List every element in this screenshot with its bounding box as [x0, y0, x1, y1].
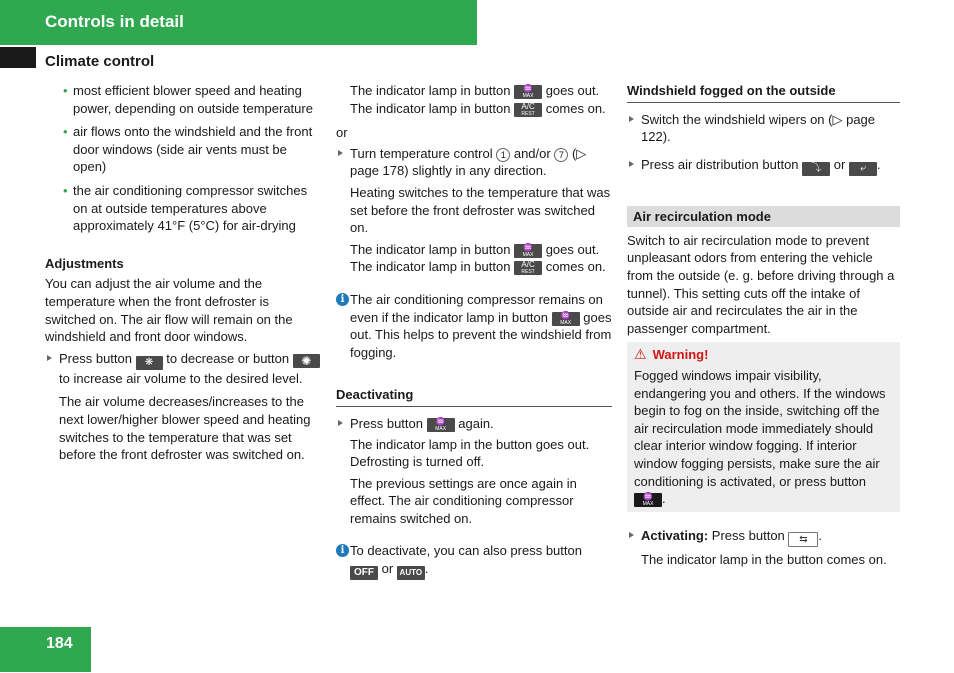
adjust-result: The air volume decreases/increases to the next lower/higher blower speed and heating switches to the temperature that was set before the front defroster was switched on.: [59, 394, 311, 463]
fan-decrease-button-icon: ❋: [136, 356, 163, 370]
bullet-item: • the air conditioning compressor switches on at outside temperatures above approximately 41°F (5°C) for air-drying: [63, 182, 308, 234]
lamp-text: The indicator lamp in button ♒ MAX goes out. The indicator lamp in button A/C REST comes on.: [350, 83, 606, 117]
fog-step: Press air distribution button ⤵ or ⤶ .: [627, 156, 900, 176]
adjust-step: Press button ❋ to decrease or button ✺ to increase air volume to the desired level.: [45, 350, 323, 388]
warning-text: Fogged windows impair visibility, endangering you and others. If the windows begin to fog on the inside, switching off the air recirculation mode immediately should clear interior window fogging. If interior window fogging persists, make sure the air conditioning is activated, or press button ♒ MAX .: [634, 367, 886, 508]
windshield-fogged-heading: Windshield fogged on the outside: [627, 82, 900, 103]
air-distribution-footwell-icon: ⤶: [849, 162, 877, 176]
ac-rest-button-icon: A/C REST: [514, 103, 542, 117]
warning-title: ⚠ Warning!: [634, 346, 709, 363]
section-marker: [0, 47, 36, 68]
lamp-text: The indicator lamp in button ♒ MAX goes out. The indicator lamp in button A/C REST comes on.: [350, 241, 606, 276]
adjustments-heading: Adjustments: [45, 255, 124, 271]
info-icon: i: [336, 544, 349, 557]
air-distribution-windshield-icon: ⤵: [802, 162, 830, 176]
chapter-title: Controls in detail: [45, 12, 184, 31]
page-number-tab: [0, 627, 91, 672]
auto-button-icon: AUTO: [397, 566, 425, 580]
deactivate-step: Press button ♒ MAX again.: [336, 415, 612, 433]
info-note: i The air conditioning compressor remains on even if the indicator lamp in button ♒ MAX goes out. This helps to prevent the windshield from fogging.: [336, 291, 612, 361]
section-title: Climate control: [45, 53, 155, 70]
temperature-step: Turn temperature control 1 and/or 7 (▷ page 178) slightly in any direction.: [336, 145, 612, 180]
bullet-item: • most efficient blower speed and heating power, depending on outside temperature: [63, 83, 313, 116]
column-3: [627, 82, 900, 568]
fan-increase-button-icon: ✺: [293, 354, 320, 368]
activate-result: The indicator lamp in the button comes on.: [641, 551, 887, 567]
info-note: i To deactivate, you can also press button OFF or AUTO .: [336, 542, 612, 580]
column-1: [45, 82, 323, 464]
bullet-item: • air flows onto the windshield and the front door windows (side air vents must be open): [63, 124, 313, 175]
defrost-max-button-icon: ♒ MAX: [552, 312, 580, 326]
warning-box: [627, 342, 900, 511]
deactivate-result: The indicator lamp in the button goes out. Defrosting is turned off.: [350, 436, 590, 470]
recirculation-button-icon: ⇆: [788, 532, 818, 547]
or-text: or: [336, 125, 348, 141]
deactivate-result: The previous settings are once again in effect. The air conditioning compressor remains switched on.: [350, 475, 577, 526]
control-1-icon: 1: [496, 148, 510, 162]
page-number: 184: [46, 635, 73, 652]
defrost-max-button-icon: ♒ MAX: [514, 244, 542, 258]
chapter-header: [0, 0, 477, 45]
ac-rest-button-icon: A/C REST: [514, 261, 542, 275]
warning-triangle-icon: ⚠: [634, 346, 647, 363]
fog-step: Switch the windshield wipers on (▷ page 122).: [627, 111, 900, 146]
adjustments-text: You can adjust the air volume and the temperature when the front defroster is switched on. The air flow will remain on the windshield and front door windows.: [45, 276, 293, 345]
defrost-max-button-icon: ♒ MAX: [427, 418, 455, 432]
control-7-icon: 7: [554, 148, 568, 162]
deactivating-heading: Deactivating: [336, 386, 612, 407]
defrost-max-button-icon: ♒ MAX: [514, 85, 542, 99]
defrost-max-button-icon: ♒ MAX: [634, 493, 662, 507]
column-2: [336, 82, 612, 580]
recirc-text: Switch to air recirculation mode to prevent unpleasant odors from entering the vehicle from the outside (e. g. before driving through a tunnel). This setting cuts off the intake of outside air and recirculates the air in the passenger compartment.: [627, 232, 895, 336]
off-button-icon: OFF: [350, 566, 378, 580]
activate-step: Activating: Press button ⇆ .: [627, 527, 900, 547]
info-icon: i: [336, 293, 349, 306]
air-recirculation-heading: Air recirculation mode: [627, 206, 900, 227]
heat-text: Heating switches to the temperature that was set before the front defroster was switched on.: [350, 184, 611, 236]
